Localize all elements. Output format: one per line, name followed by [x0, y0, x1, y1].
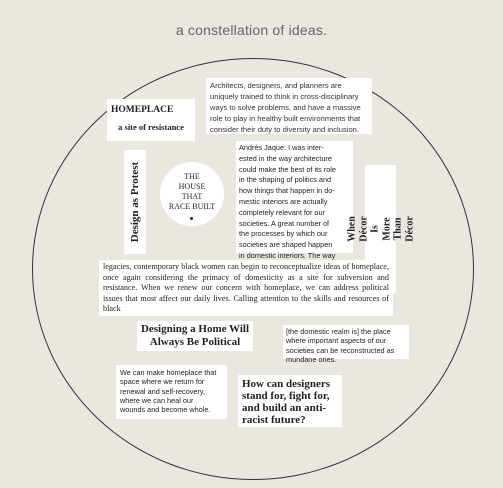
- designing-home-heading: Designing a Home Will Always Be Political: [137, 321, 253, 351]
- homeplace-card: [107, 99, 195, 141]
- page-title: a constellation of ideas.: [175, 22, 328, 38]
- house-race-built-badge: [160, 162, 224, 226]
- quote-card-homeplace-renewal: We can make homeplace that space where we return for renewal and self-recovery, where we can heal our wounds and become whole.: [116, 365, 227, 419]
- decor-label: When Décor Is More Than Décor: [346, 216, 415, 242]
- homeplace-subtitle: a site of resistance: [118, 122, 184, 132]
- quote-card-legacies: legacies, contemporary black women can begin to reconceptualize ideas of homeplace, once again considering the primacy of domesticity as a site for subversion and resistance. When we renew our concern with homeplace, we can address political issues that most affect our daily lives. Calling attention to the skills and resources of black: [99, 260, 393, 316]
- anti-racist-question-card: How can designers stand for, fight for, and build an anti- racist future?: [238, 375, 342, 427]
- quote-card-andres-jaque: Andrés Jaque: I was inter- ested in the way architecture could make the best of its role in the shaping of politics and how things that happen in do- mestic interiors are actually completely relevant for our societies. A great number of the processes by which our societies are shaped happen in domestic interiors. The way: [236, 141, 353, 253]
- quote-card-architects: Architects, designers, and planners are uniquely trained to think in cross-disciplinary ways to solve problems, and have a massive role to play in healthy built environments that consider their duty to diversity and inclusion.: [206, 78, 372, 134]
- design-as-protest-card: [124, 150, 146, 254]
- bullet-dot-icon: [190, 217, 193, 220]
- homeplace-title: HOMEPLACE: [111, 105, 174, 115]
- house-race-built-text: THE HOUSE THAT RACE BUILT: [168, 172, 216, 211]
- design-as-protest-label: Design as Protest: [129, 161, 141, 243]
- quote-card-domestic-realm: [the domestic realm is] the place where important aspects of our societies can be reconstructed as mundane ones.: [283, 325, 409, 359]
